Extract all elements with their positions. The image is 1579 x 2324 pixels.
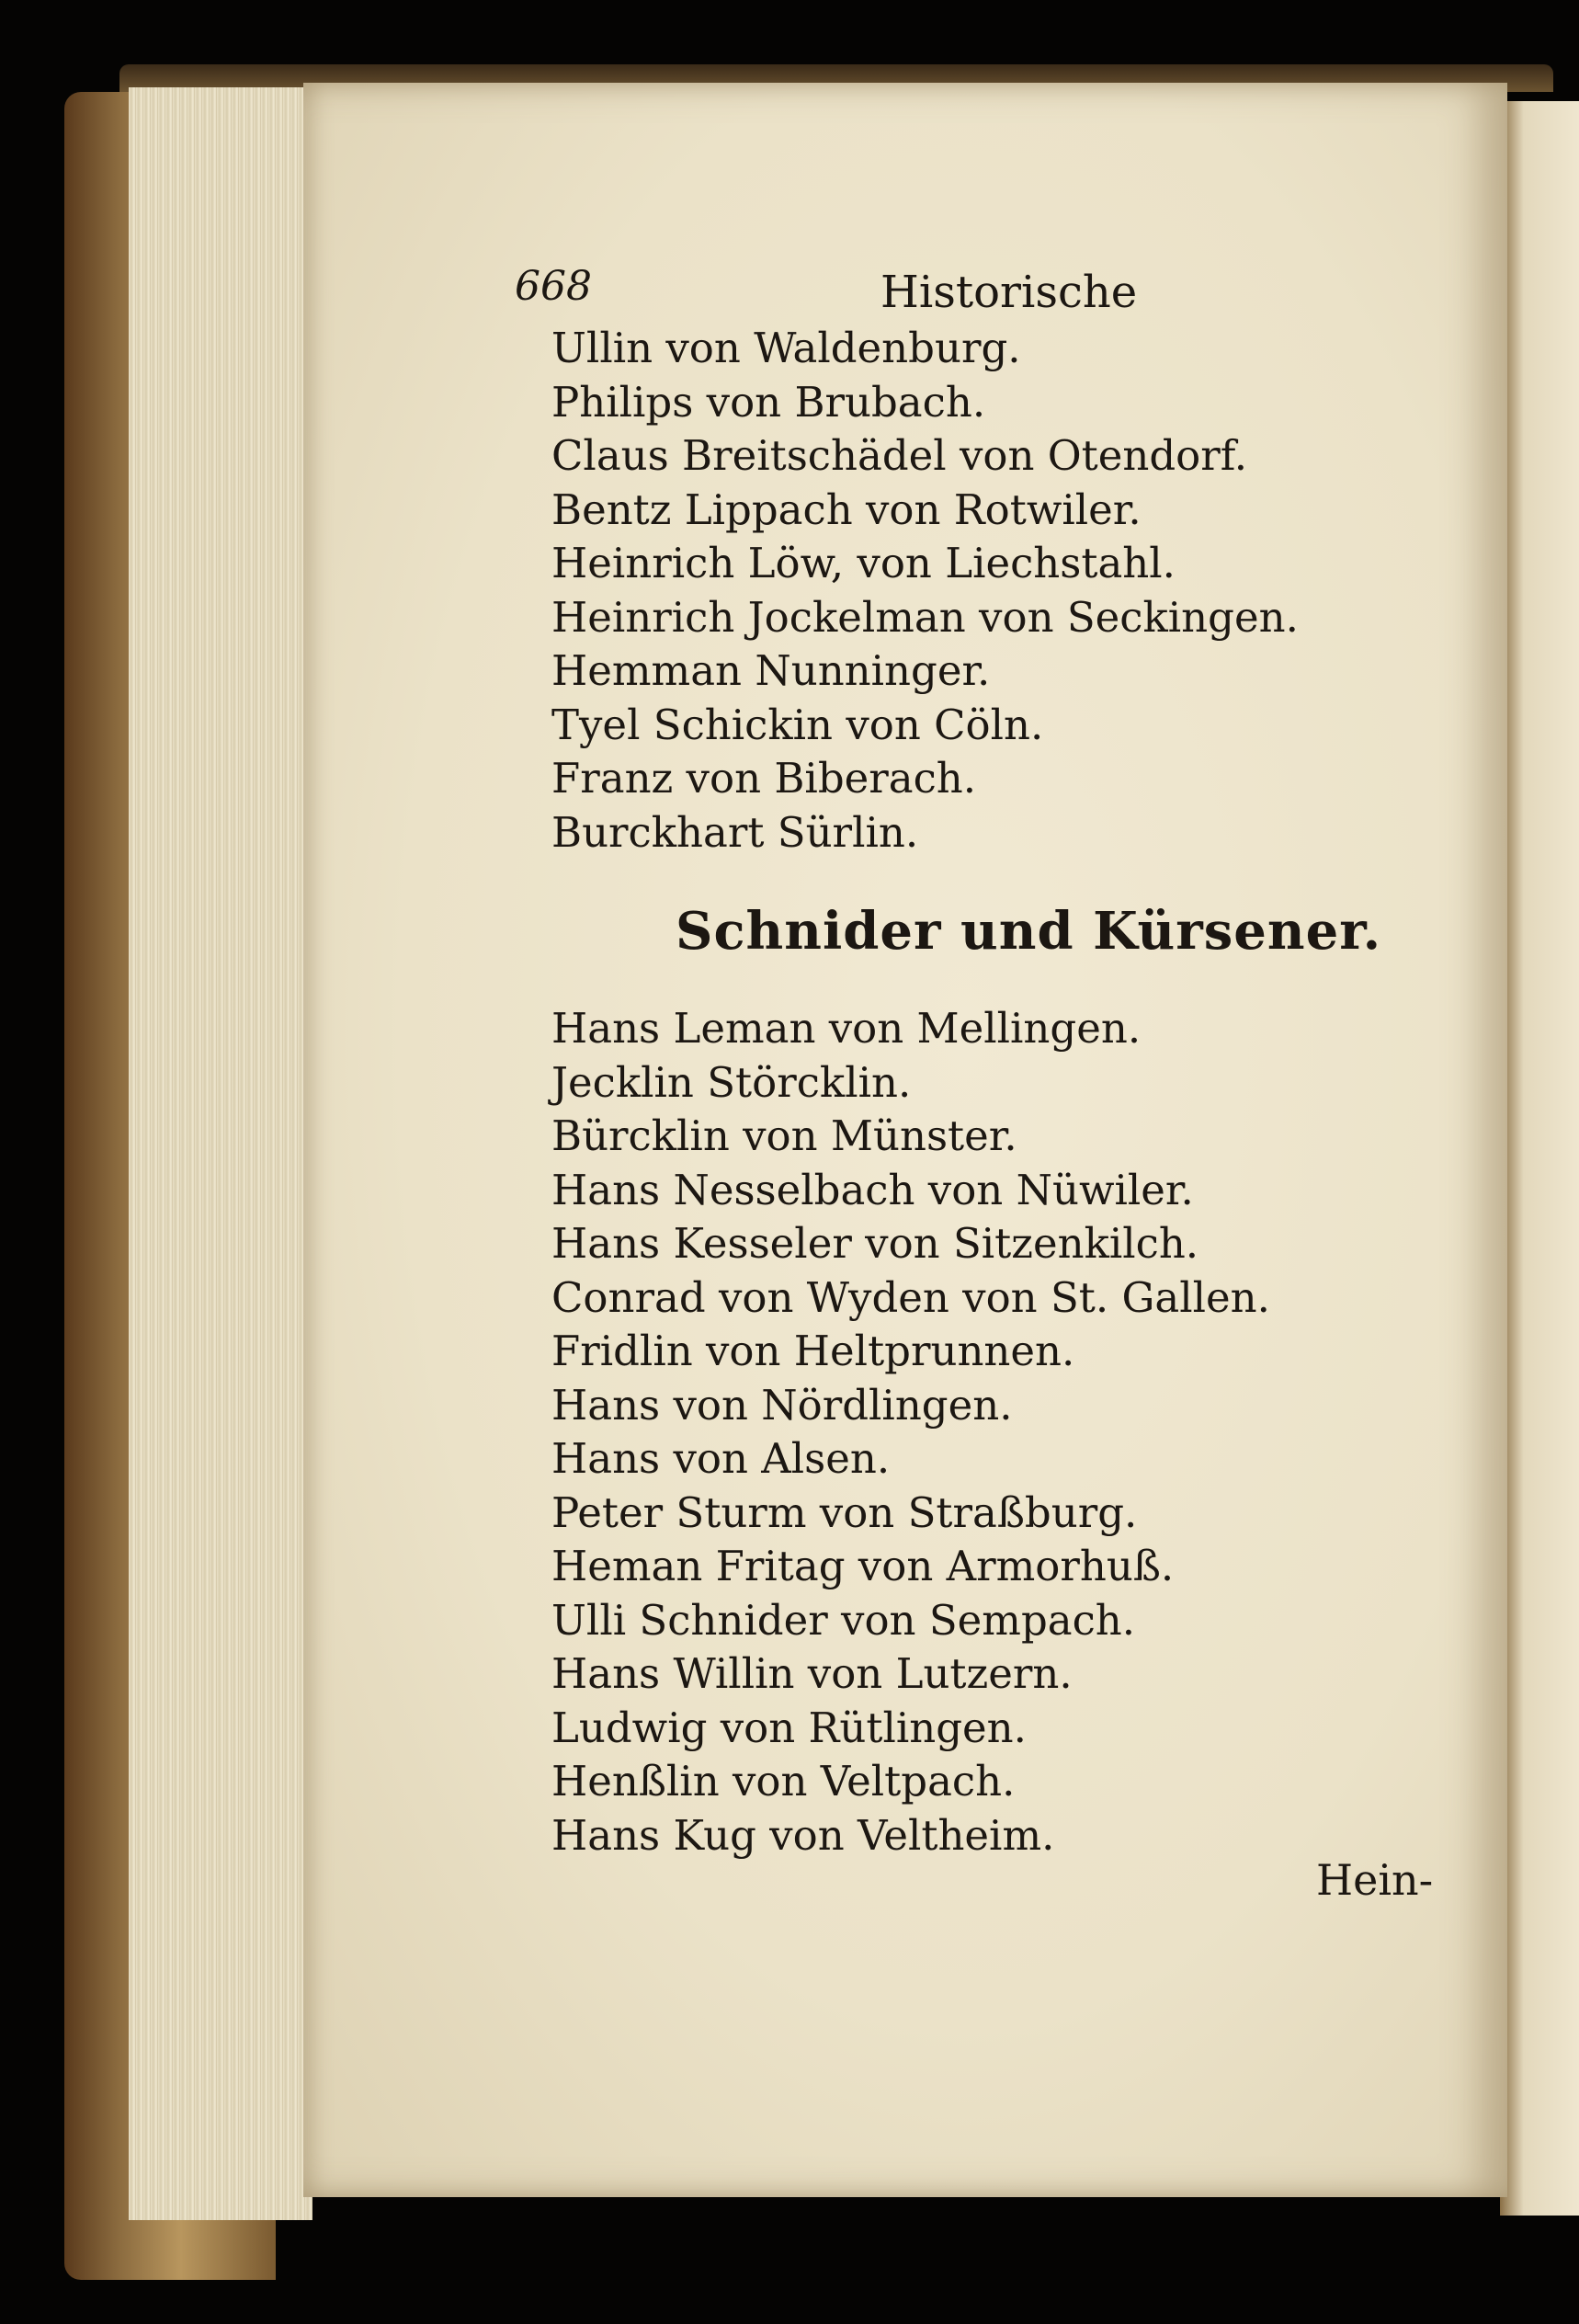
name-list-first [551, 322, 1299, 860]
list-item: Heinrich Jockelman von Seckingen. [551, 592, 1299, 642]
list-item: Tyel Schickin von Cöln. [551, 700, 1044, 749]
list-item: Hans von Nördlingen. [551, 1380, 1013, 1430]
list-item: Claus Breitschädel von Otendorf. [551, 431, 1248, 480]
page-edges [129, 87, 312, 2220]
list-item: Philips von Brubach. [551, 377, 986, 427]
list-item: Hemman Nunninger. [551, 646, 991, 695]
list-item: Hans Nesselbach von Nüwiler. [551, 1165, 1194, 1214]
list-item: Hans Kesseler von Sitzenkilch. [551, 1219, 1199, 1268]
list-item: Heinrich Löw, von Liechstahl. [551, 539, 1176, 587]
facing-page [1500, 101, 1579, 2216]
list-item: Bentz Lippach von Rotwiler. [551, 484, 1142, 534]
list-item: Henßlin von Veltpach. [551, 1757, 1016, 1806]
list-item: Hans Willin von Lutzern. [551, 1649, 1073, 1698]
list-item: Conrad von Wyden von St. Gallen. [551, 1272, 1270, 1322]
list-item: Bürcklin von Münster. [551, 1111, 1017, 1160]
name-list-second [551, 1002, 1270, 1863]
page-number: 668 [515, 263, 592, 310]
list-item: Ulli Schnider von Sempach. [551, 1595, 1136, 1645]
list-item: Heman Fritag von Armorhuß. [551, 1542, 1175, 1590]
list-item: Hans von Alsen. [551, 1434, 891, 1483]
catchword: Hein- [1316, 1855, 1434, 1905]
list-item: Jecklin Störcklin. [551, 1057, 912, 1107]
running-head: Historische [880, 267, 1138, 318]
list-item: Hans Kug von Veltheim. [551, 1810, 1055, 1860]
list-item: Hans Leman von Mellingen. [551, 1004, 1142, 1053]
list-item: Franz von Biberach. [551, 754, 977, 803]
list-item: Burckhart Sürlin. [551, 807, 919, 857]
list-item: Ullin von Waldenburg. [551, 324, 1021, 372]
list-item: Ludwig von Rütlingen. [551, 1703, 1027, 1752]
list-item: Fridlin von Heltprunnen. [551, 1327, 1075, 1375]
list-item: Peter Sturm von Straßburg. [551, 1487, 1138, 1537]
section-heading: Schnider und Kürsener. [676, 901, 1382, 962]
